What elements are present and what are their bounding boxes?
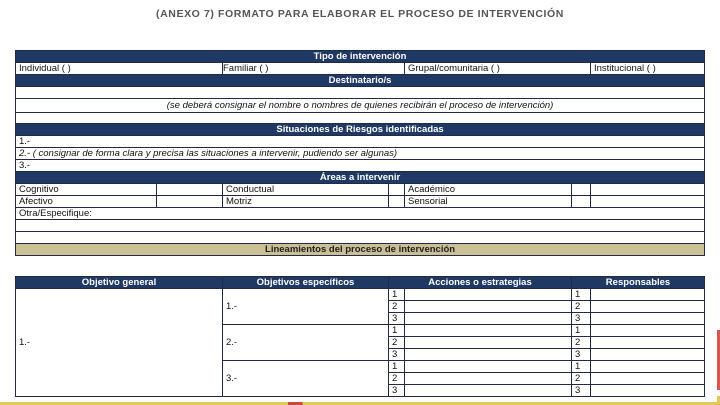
responsable-cell[interactable]	[591, 385, 705, 397]
area-otra[interactable]: Otra/Especifique:	[16, 208, 705, 220]
area-afectivo-check[interactable]	[157, 196, 223, 208]
area-otra-line[interactable]	[16, 220, 705, 232]
responsable-cell[interactable]	[591, 337, 705, 349]
accion-num: 1	[389, 289, 405, 301]
accion-num: 1	[389, 361, 405, 373]
tipo-row	[16, 63, 705, 75]
accion-cell[interactable]	[405, 373, 572, 385]
responsable-num: 1	[572, 289, 591, 301]
responsable-num: 3	[572, 313, 591, 325]
col-objetivos-especificos: Objetivos específicos	[223, 277, 389, 289]
destinatario-header: Destinatario/s	[16, 75, 705, 87]
situacion-row-3[interactable]: 3.-	[16, 160, 705, 172]
accion-num: 2	[389, 301, 405, 313]
accion-num: 3	[389, 385, 405, 397]
situacion-row-2[interactable]: 2.- ( consignar de forma clara y precisa las situaciones a intervenir, pudiendo ser algunas)	[16, 148, 705, 160]
area-academico-check[interactable]	[572, 184, 591, 196]
accion-cell[interactable]	[405, 337, 572, 349]
objetivo-general-1[interactable]: 1.-	[16, 289, 223, 397]
destinatario-blank[interactable]	[16, 87, 705, 99]
accion-cell[interactable]	[405, 289, 572, 301]
responsable-num: 3	[572, 385, 591, 397]
responsable-num: 2	[572, 373, 591, 385]
area-sensorial: Sensorial	[405, 196, 572, 208]
col-acciones: Acciones o estrategias	[389, 277, 572, 289]
area-conductual-check[interactable]	[389, 184, 405, 196]
accion-cell[interactable]	[405, 349, 572, 361]
areas-header: Áreas a intervenir	[16, 172, 705, 184]
col-objetivo-general: Objetivo general	[16, 277, 223, 289]
document-title: (ANEXO 7) FORMATO PARA ELABORAR EL PROCESO DE INTERVENCIÓN	[156, 8, 564, 20]
area-academico: Académico	[405, 184, 572, 196]
spacer-row	[16, 113, 705, 124]
responsable-cell[interactable]	[591, 361, 705, 373]
area-blank[interactable]	[591, 184, 705, 196]
area-otra-line[interactable]	[16, 232, 705, 244]
responsable-cell[interactable]	[591, 373, 705, 385]
responsable-num: 2	[572, 301, 591, 313]
area-cognitivo-check[interactable]	[157, 184, 223, 196]
accion-num: 2	[389, 337, 405, 349]
tipo-header: Tipo de intervención	[16, 51, 705, 63]
area-motriz: Motriz	[223, 196, 389, 208]
responsable-cell[interactable]	[591, 301, 705, 313]
objetivo-especifico-3[interactable]: 3.-	[223, 361, 389, 397]
accion-num: 1	[389, 325, 405, 337]
tipo-familiar[interactable]: Familiar ( )	[223, 63, 405, 75]
accion-cell[interactable]	[405, 385, 572, 397]
accion-num: 3	[389, 349, 405, 361]
situaciones-header: Situaciones de Riesgos identificadas	[16, 124, 705, 136]
col-responsables: Responsables	[572, 277, 705, 289]
tipo-grupal[interactable]: Grupal/comunitaria ( )	[405, 63, 591, 75]
destinatario-note[interactable]: (se deberá consignar el nombre o nombres de quienes recibirán el proceso de intervención)	[16, 99, 705, 113]
responsable-cell[interactable]	[591, 325, 705, 337]
responsable-cell[interactable]	[591, 313, 705, 325]
tipo-individual[interactable]: Individual ( )	[16, 63, 223, 75]
accion-cell[interactable]	[405, 313, 572, 325]
accion-cell[interactable]	[405, 361, 572, 373]
intervention-form	[15, 50, 705, 256]
lineamientos-header: Lineamientos del proceso de intervención	[16, 244, 705, 256]
area-motriz-check[interactable]	[389, 196, 405, 208]
accion-cell[interactable]	[405, 301, 572, 313]
area-cognitivo: Cognitivo	[16, 184, 157, 196]
situacion-row-1[interactable]: 1.-	[16, 136, 705, 148]
tipo-institucional[interactable]: Institucional ( )	[591, 63, 705, 75]
objetivo-especifico-2[interactable]: 2.-	[223, 325, 389, 361]
objetivo-especifico-1[interactable]: 1.-	[223, 289, 389, 325]
accion-num: 2	[389, 373, 405, 385]
responsable-num: 3	[572, 349, 591, 361]
responsable-num: 2	[572, 337, 591, 349]
responsable-num: 1	[572, 361, 591, 373]
area-conductual: Conductual	[223, 184, 389, 196]
area-blank[interactable]	[591, 196, 705, 208]
accion-num: 3	[389, 313, 405, 325]
responsable-cell[interactable]	[591, 349, 705, 361]
responsable-cell[interactable]	[591, 289, 705, 301]
accion-cell[interactable]	[405, 325, 572, 337]
responsable-num: 1	[572, 325, 591, 337]
lineamientos-table	[15, 276, 705, 397]
area-afectivo: Afectivo	[16, 196, 157, 208]
area-sensorial-check[interactable]	[572, 196, 591, 208]
